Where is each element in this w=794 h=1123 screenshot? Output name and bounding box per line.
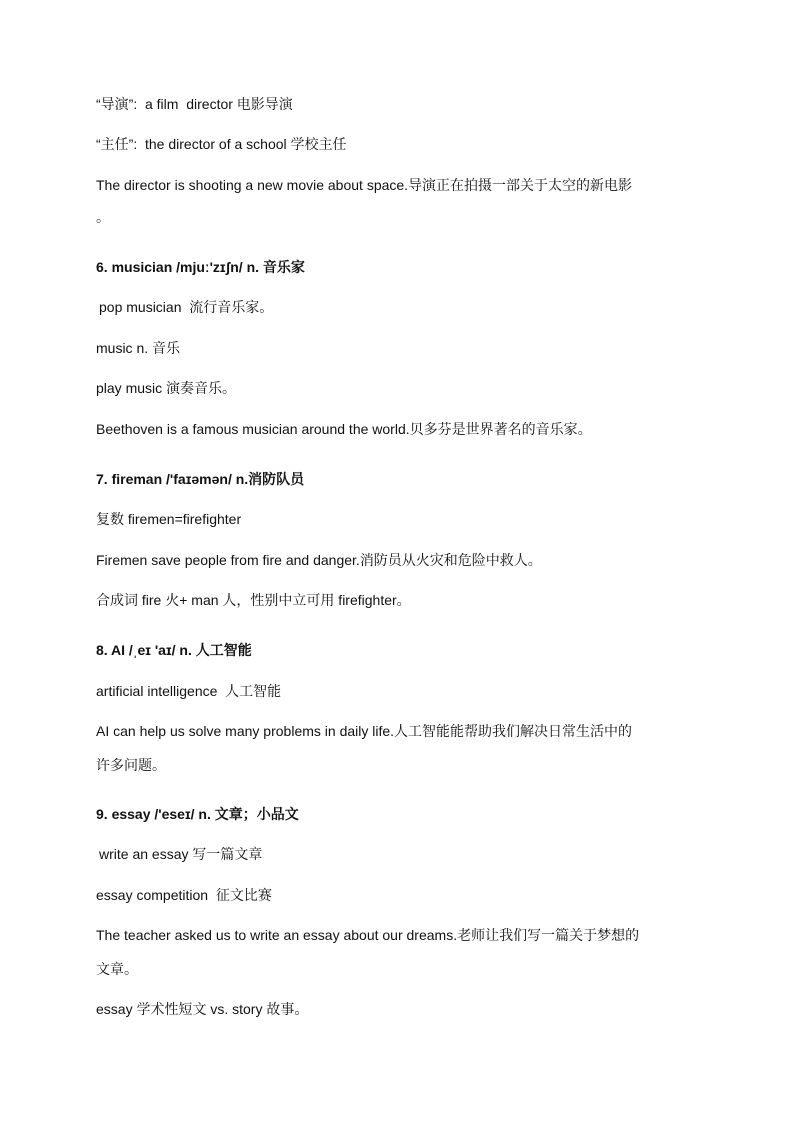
heading-fireman: 7. fireman /'faɪəmən/ n.消防队员 <box>96 471 305 487</box>
ai-full-form-line: artificial intelligence 人工智能 <box>96 683 282 699</box>
fireman-plural-line: 复数 firemen=firefighter <box>96 511 242 527</box>
heading-musician: 6. musician /mjuː'zɪʃn/ n. 音乐家 <box>96 259 305 275</box>
ai-example-sentence: AI can help us solve many problems in daily life.人工智能能帮助我们解决日常生活中的 <box>96 723 633 739</box>
essay-competition-line: essay competition 征文比赛 <box>96 887 272 903</box>
essay-write-line: write an essay 写一篇文章 <box>99 846 263 862</box>
director-film-line: “导演”: a film director 电影导演 <box>96 96 293 112</box>
essay-example-sentence: The teacher asked us to write an essay about our dreams.老师让我们写一篇关于梦想的 <box>96 927 640 943</box>
director-school-line: “主任”: the director of a school 学校主任 <box>96 136 347 152</box>
essay-example-continuation: 文章。 <box>96 961 138 977</box>
director-example-continuation: 。 <box>96 209 110 225</box>
heading-essay: 9. essay /'eseɪ/ n. 文章；小品文 <box>96 806 299 822</box>
fireman-compound-line: 合成词 fire 火+ man 人，性别中立可用 firefighter。 <box>96 592 411 608</box>
musician-play-line: play music 演奏音乐。 <box>96 380 237 396</box>
musician-example-sentence: Beethoven is a famous musician around the world.贝多芬是世界著名的音乐家。 <box>96 421 592 437</box>
fireman-example-sentence: Firemen save people from fire and danger.消防员从火灾和危险中救人。 <box>96 552 542 568</box>
essay-vs-story-line: essay 学术性短文 vs. story 故事。 <box>96 1001 309 1017</box>
musician-music-line: music n. 音乐 <box>96 340 181 356</box>
director-example-sentence: The director is shooting a new movie about space.导演正在拍摄一部关于太空的新电影 <box>96 177 633 193</box>
heading-ai: 8. AI /ˌeɪ 'aɪ/ n. 人工智能 <box>96 642 252 658</box>
ai-example-continuation: 许多问题。 <box>96 757 166 773</box>
musician-pop-line: pop musician 流行音乐家。 <box>99 299 274 315</box>
